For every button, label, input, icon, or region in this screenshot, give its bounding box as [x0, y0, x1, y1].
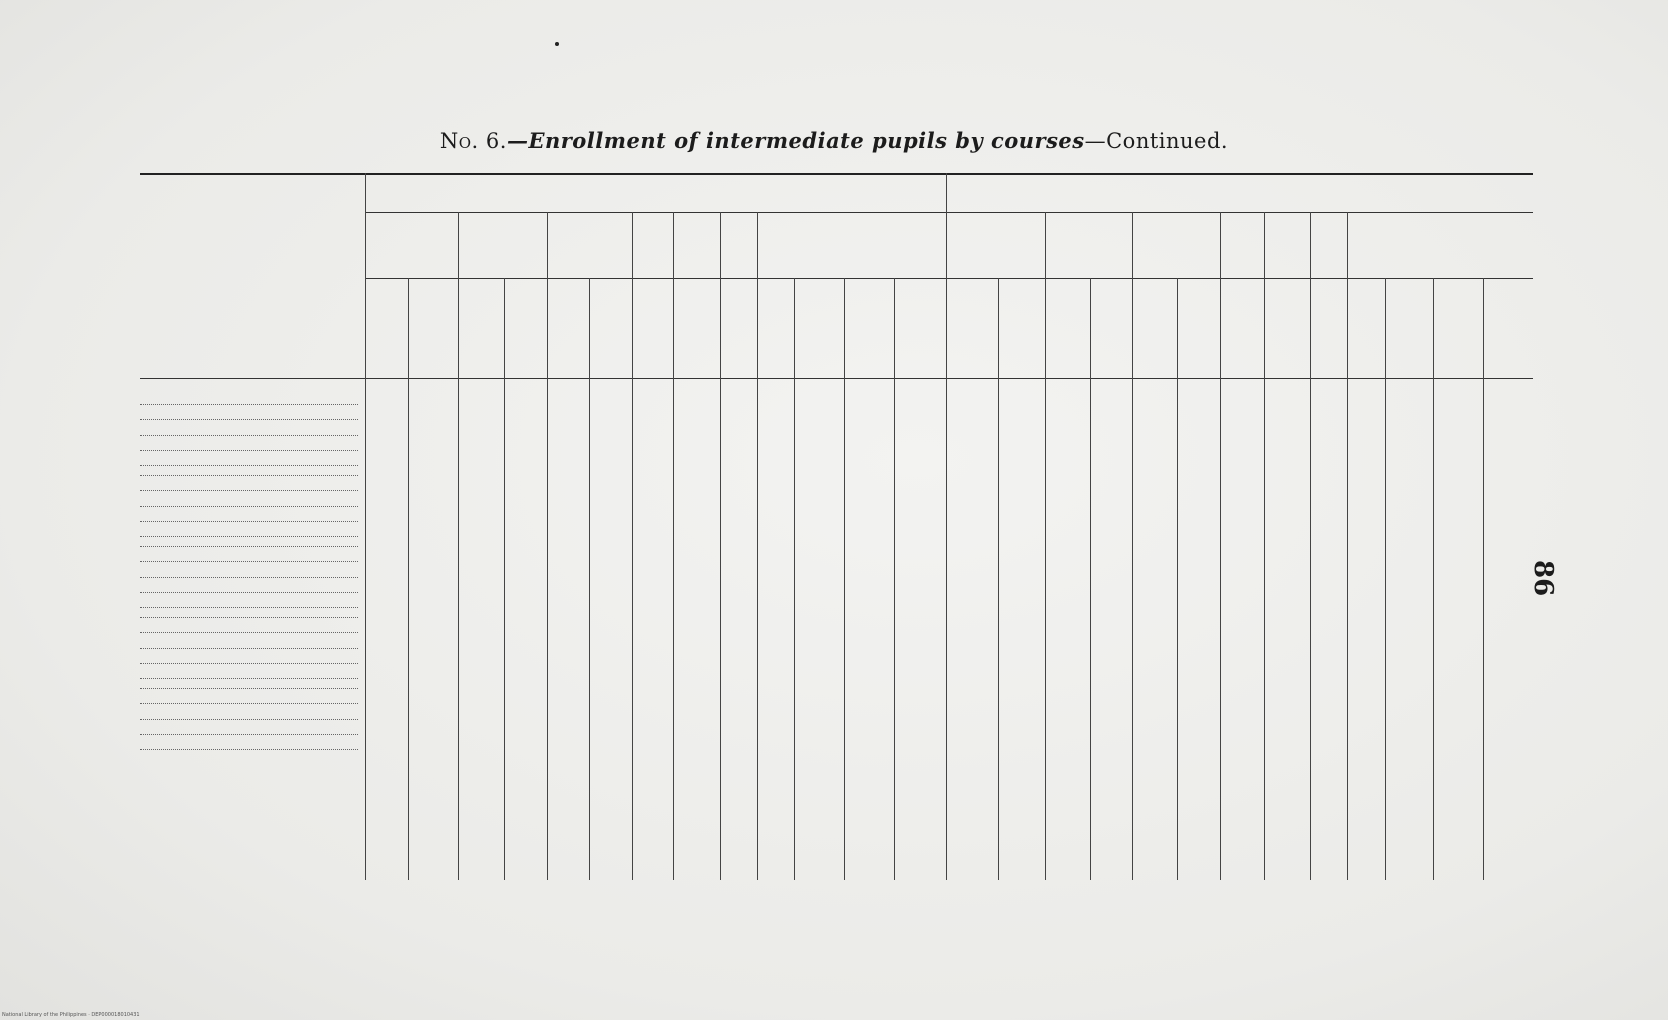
leader-dots: [140, 521, 358, 522]
column-rule: [1132, 212, 1133, 880]
leader-dots: [140, 435, 358, 436]
column-rule: [365, 173, 366, 880]
column-rule: [673, 212, 674, 880]
table-title-italic: —Enrollment of intermediate pupils by courses: [506, 128, 1085, 153]
leader-dots: [140, 703, 358, 704]
leader-dots: [140, 719, 358, 720]
leader-dots: [140, 577, 358, 578]
leader-dots: [140, 450, 358, 451]
page-number: 86: [1528, 560, 1558, 597]
leader-dots: [140, 592, 358, 593]
column-rule: [632, 212, 633, 880]
leader-dots: [140, 663, 358, 664]
column-rule: [1433, 278, 1434, 880]
column-rule: [1483, 278, 1484, 880]
column-rule: [1264, 212, 1265, 880]
column-rule: [844, 278, 845, 880]
leader-dots: [140, 688, 358, 689]
dust-speck: [555, 42, 559, 46]
column-rule: [1310, 212, 1311, 880]
column-rule: [1385, 278, 1386, 880]
leader-dots: [140, 749, 358, 750]
column-rule: [1177, 278, 1178, 880]
leader-dots: [140, 734, 358, 735]
leader-dots: [140, 648, 358, 649]
top-rule: [140, 173, 1533, 175]
column-rule: [547, 212, 548, 880]
leader-dots: [140, 419, 358, 420]
column-rule: [1347, 212, 1348, 880]
subgroup-rule: [365, 278, 1533, 279]
leader-dots: [140, 632, 358, 633]
column-rule: [794, 278, 795, 880]
leader-dots: [140, 617, 358, 618]
column-rule: [720, 212, 721, 880]
table-title-continued: —Continued.: [1084, 129, 1229, 153]
column-rule: [894, 278, 895, 880]
column-rule: [998, 278, 999, 880]
column-rule: [1090, 278, 1091, 880]
leader-dots: [140, 607, 358, 608]
leader-dots: [140, 506, 358, 507]
leader-dots: [140, 475, 358, 476]
leader-dots: [140, 404, 358, 405]
column-rule: [1045, 212, 1046, 880]
leader-dots: [140, 678, 358, 679]
column-rule: [946, 173, 947, 880]
grade-rule-left: [365, 212, 946, 213]
leader-dots: [140, 536, 358, 537]
column-rule: [458, 212, 459, 880]
grade-rule-right: [946, 212, 1533, 213]
scan-footer: National Library of the Philippines · DEP000018010431: [2, 1012, 140, 1018]
column-rule: [504, 278, 505, 880]
column-rule: [757, 212, 758, 880]
column-rule: [589, 278, 590, 880]
header-bottom-rule: [140, 378, 1533, 379]
leader-dots: [140, 546, 358, 547]
leader-dots: [140, 490, 358, 491]
column-rule: [408, 278, 409, 880]
table-title: [0, 128, 1668, 153]
leader-dots: [140, 561, 358, 562]
column-rule: [1220, 212, 1221, 880]
leader-dots: [140, 465, 358, 466]
table-number: No. 6.: [439, 129, 507, 153]
